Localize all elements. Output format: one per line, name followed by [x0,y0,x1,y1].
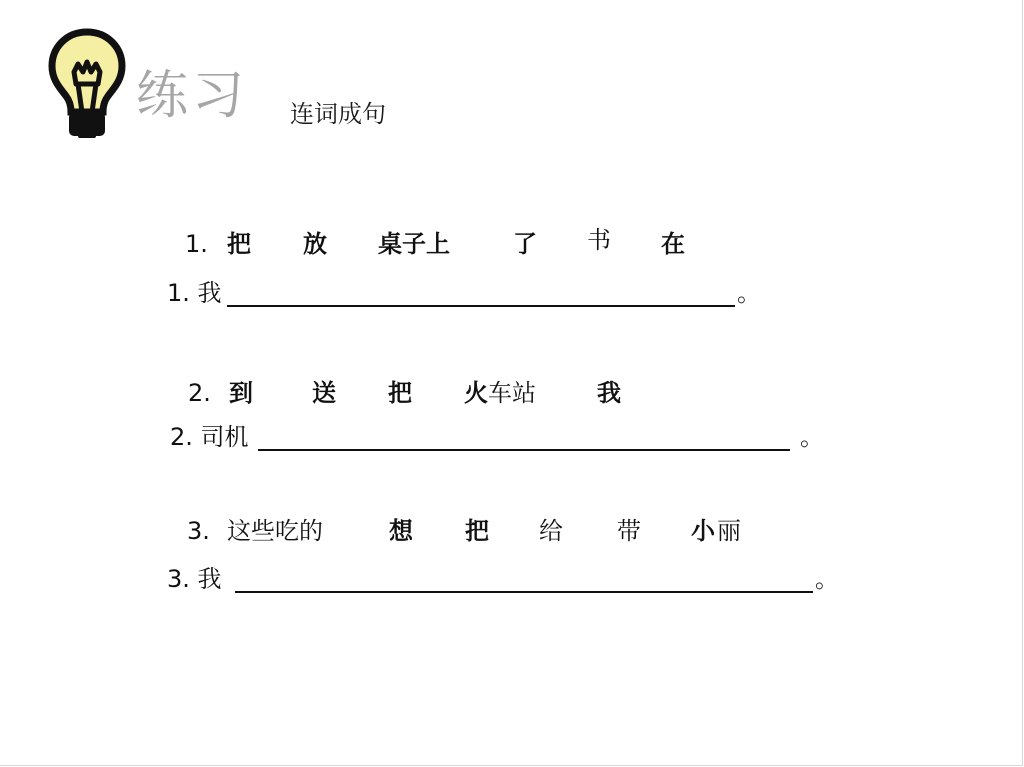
word-chip: 送 [312,379,336,407]
answer-blank[interactable] [227,281,735,307]
word-chip: 把 [227,230,251,258]
answer-blank[interactable] [235,567,813,593]
exercise-3-words [187,519,767,549]
page-title: 练习 [136,66,249,126]
word-chip: 丽 [717,517,741,545]
exercise-3-number: 3. [187,517,210,545]
word-chip: 桌子上 [378,230,450,258]
word-chip: 放 [303,230,327,258]
exercise-2-words [188,381,668,411]
word-chip: 到 [229,379,253,407]
word-chip: 了 [513,230,537,258]
lightbulb-icon [48,28,126,140]
word-chip: 这些吃的 [227,517,323,545]
answer-period: 。 [737,279,761,307]
word-chip: 把 [388,379,412,407]
word-chip: 给 [539,517,563,545]
answer-lead: 3. 我 [167,565,222,593]
answer-period: 。 [815,565,839,593]
answer-lead: 2. 司机 [170,423,249,451]
exercise-3-answer [167,567,847,597]
exercise-2-number: 2. [188,379,211,407]
exercise-1-answer [167,281,767,311]
word-chip: 书 [587,226,611,254]
exercise-1-number: 1. [185,230,208,258]
word-chip: 把 [465,517,489,545]
word-chip: 火 [464,379,488,407]
answer-blank[interactable] [258,425,790,451]
word-chip: 车站 [488,379,536,407]
page-subtitle: 连词成句 [290,100,386,128]
answer-lead: 1. 我 [167,279,222,307]
word-chip: 小 [691,517,715,545]
word-chip: 我 [597,379,621,407]
word-chip: 想 [389,517,413,545]
word-chip: 在 [661,230,685,258]
exercise-2-answer [170,425,830,455]
exercise-1-words [185,226,725,262]
word-chip: 带 [617,517,641,545]
answer-period: 。 [800,423,824,451]
